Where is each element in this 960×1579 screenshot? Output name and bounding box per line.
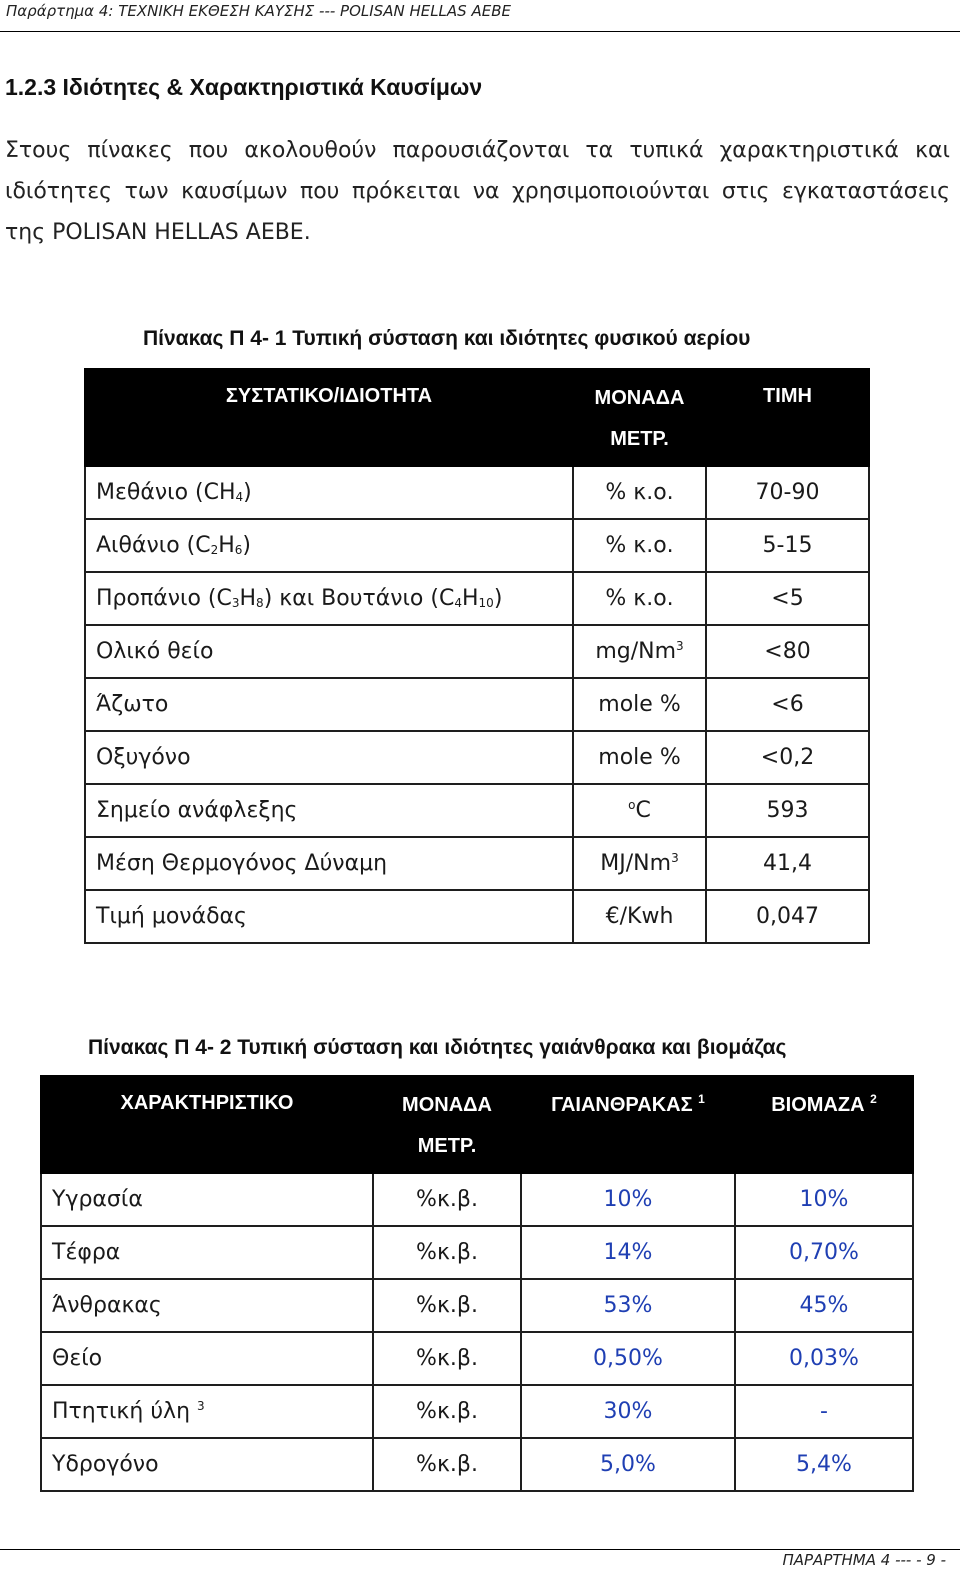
t2-cell-biomass: - xyxy=(735,1385,913,1438)
t2-cell-coal: 10% xyxy=(521,1173,735,1226)
t2-cell-name: Υδρογόνο xyxy=(41,1438,373,1491)
t2-cell-unit: %κ.β. xyxy=(373,1226,521,1279)
t2-cell-coal: 30% xyxy=(521,1385,735,1438)
t1-cell-name: Τιμή μονάδας xyxy=(85,890,573,943)
t2-header-characteristic: ΧΑΡΑΚΤΗΡΙΣΤΙΚΟ xyxy=(41,1076,373,1173)
t1-cell-name: Ολικό θείο xyxy=(85,625,573,678)
t1-cell-value: 0,047 xyxy=(706,890,869,943)
t1-cell-value: <5 xyxy=(706,572,869,625)
table-row xyxy=(41,1226,913,1279)
table1-caption: Πίνακας Π 4- 1 Τυπική σύσταση και ιδιότητες φυσικού αερίου xyxy=(143,327,751,350)
table-row xyxy=(41,1279,913,1332)
footer-rule xyxy=(0,1549,960,1550)
t1-cell-value: 70-90 xyxy=(706,466,869,519)
t1-cell-name: Σημείο ανάφλεξης xyxy=(85,784,573,837)
t1-cell-name: Άζωτο xyxy=(85,678,573,731)
t1-cell-name: Οξυγόνο xyxy=(85,731,573,784)
t1-cell-name: Αιθάνιο $(C_2H_6)$ xyxy=(85,519,573,572)
table2-caption: Πίνακας Π 4- 2 Τυπική σύσταση και ιδιότητες γαιάνθρακα και βιομάζας xyxy=(88,1036,787,1059)
table-row xyxy=(85,519,869,572)
header-text: Παράρτημα 4: ΤΕΧΝΙΚΗ ΕΚΘΕΣΗ ΚΑΥΣΗΣ --- POLISAN HELLAS AEBE xyxy=(6,2,511,20)
t1-cell-value: 593 xyxy=(706,784,869,837)
t1-cell-unit: % κ.ο. xyxy=(573,519,706,572)
t2-header-biomass: ΒΙΟΜΑΖΑ $^2$ xyxy=(735,1076,913,1173)
t1-cell-value: 41,4 xyxy=(706,837,869,890)
t1-cell-unit: $^o$C xyxy=(573,784,706,837)
page-footer: ΠΑΡΑΡΤΗΜΑ 4 --- - 9 - xyxy=(782,1551,946,1569)
t1-cell-name: Προπάνιο $(C_3H_8)$ και Βουτάνιο $(C_4H_{10})$ xyxy=(85,572,573,625)
t1-cell-unit: % κ.ο. xyxy=(573,466,706,519)
t2-cell-unit: %κ.β. xyxy=(373,1438,521,1491)
table-row xyxy=(85,466,869,519)
table-row xyxy=(41,1385,913,1438)
t2-cell-name: Πτητική ύλη $^3$ xyxy=(41,1385,373,1438)
t1-cell-unit: % κ.ο. xyxy=(573,572,706,625)
page-header xyxy=(0,0,960,32)
natural-gas-table xyxy=(84,368,870,944)
t2-cell-coal: 53% xyxy=(521,1279,735,1332)
table-row xyxy=(85,678,869,731)
t2-cell-unit: %κ.β. xyxy=(373,1173,521,1226)
table-row xyxy=(85,837,869,890)
intro-paragraph: Στους πίνακες που ακολουθούν παρουσιάζονται τα τυπικά χαρακτηριστικά και ιδιότητες των καυσίμων που πρόκειται να χρησιμοποιούνται στις εγκαταστάσεις της POLISAN HELLAS AEBE. xyxy=(5,138,950,245)
table-row xyxy=(41,1173,913,1226)
t1-cell-name: Μεθάνιο $(CH_4)$ xyxy=(85,466,573,519)
t1-cell-name: Μέση Θερμογόνος Δύναμη xyxy=(85,837,573,890)
t2-cell-unit: %κ.β. xyxy=(373,1279,521,1332)
t1-cell-unit: mole % xyxy=(573,678,706,731)
t1-header-value: ΤΙΜΗ xyxy=(706,369,869,466)
t2-cell-name: Τέφρα xyxy=(41,1226,373,1279)
t2-cell-name: Άνθρακας xyxy=(41,1279,373,1332)
table-row xyxy=(41,1332,913,1385)
t1-cell-unit: mole % xyxy=(573,731,706,784)
table-row xyxy=(85,784,869,837)
t2-header-coal: ΓΑΙΑΝΘΡΑΚΑΣ $^1$ xyxy=(521,1076,735,1173)
t2-cell-unit: %κ.β. xyxy=(373,1385,521,1438)
t2-cell-coal: 0,50% xyxy=(521,1332,735,1385)
table-row xyxy=(85,890,869,943)
section-title: 1.2.3 Ιδιότητες & Χαρακτηριστικά Καυσίμων xyxy=(5,74,483,100)
t1-header-unit: ΜΟΝΑΔΑ ΜΕΤΡ. xyxy=(573,369,706,466)
t1-header-component: ΣΥΣΤΑΤΙΚΟ/ΙΔΙΟΤΗΤΑ xyxy=(85,369,573,466)
t2-cell-coal: 5,0% xyxy=(521,1438,735,1491)
table-row xyxy=(41,1438,913,1491)
t2-cell-name: Θείο xyxy=(41,1332,373,1385)
t1-cell-value: <0,2 xyxy=(706,731,869,784)
t2-cell-biomass: 0,70% xyxy=(735,1226,913,1279)
table-row xyxy=(85,625,869,678)
t1-cell-unit: €/Kwh xyxy=(573,890,706,943)
table-row xyxy=(85,572,869,625)
t1-cell-unit: MJ/Nm$^3$ xyxy=(573,837,706,890)
t1-cell-unit: mg/Nm$^3$ xyxy=(573,625,706,678)
t2-cell-biomass: 5,4% xyxy=(735,1438,913,1491)
t2-cell-biomass: 0,03% xyxy=(735,1332,913,1385)
t2-cell-biomass: 10% xyxy=(735,1173,913,1226)
t2-header-unit: ΜΟΝΑΔΑ ΜΕΤΡ. xyxy=(373,1076,521,1173)
t2-cell-name: Υγρασία xyxy=(41,1173,373,1226)
coal-biomass-table xyxy=(40,1075,914,1492)
t1-cell-value: <80 xyxy=(706,625,869,678)
t1-cell-value: 5-15 xyxy=(706,519,869,572)
t2-cell-coal: 14% xyxy=(521,1226,735,1279)
t2-cell-unit: %κ.β. xyxy=(373,1332,521,1385)
t2-cell-biomass: 45% xyxy=(735,1279,913,1332)
table-row xyxy=(85,731,869,784)
t1-cell-value: <6 xyxy=(706,678,869,731)
